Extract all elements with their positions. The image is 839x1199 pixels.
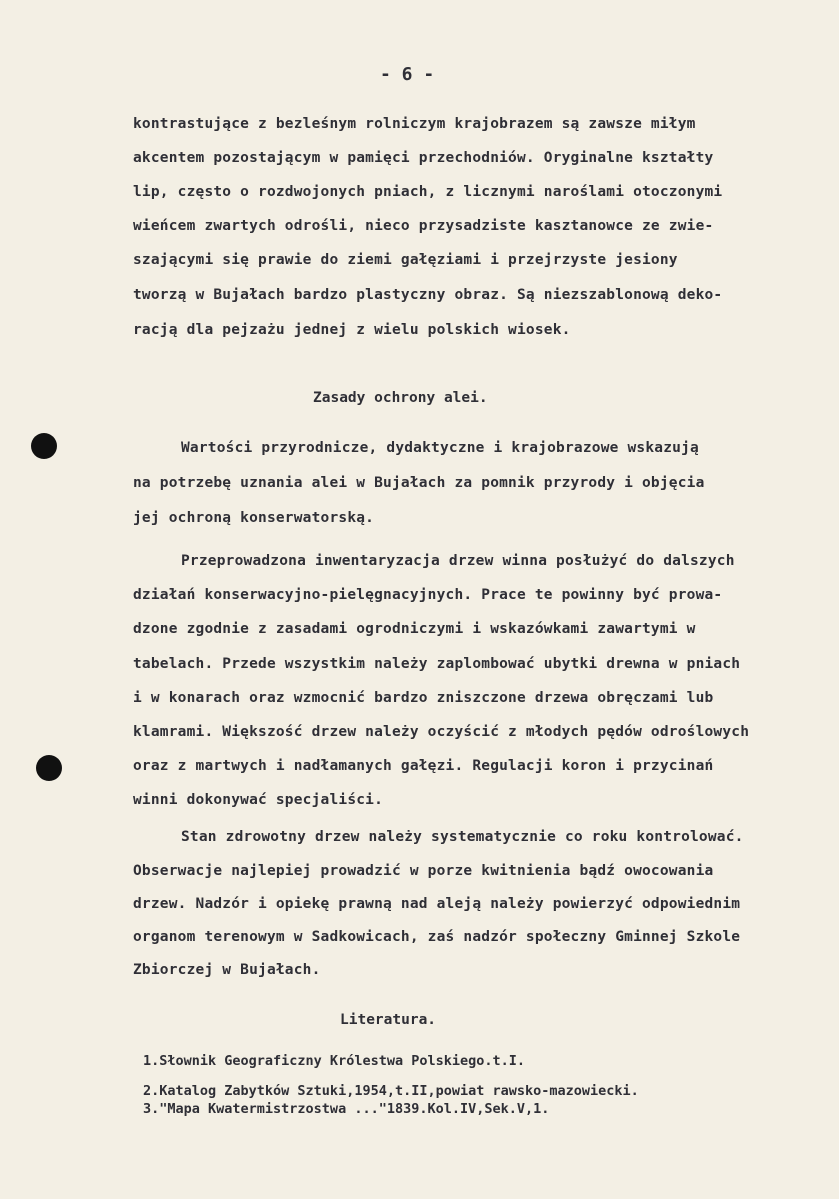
paragraph-3-line: winni dokonywać specjaliści. [133,792,384,808]
literature-item: 3."Mapa Kwatermistrzostwa ..."1839.Kol.IV,Sek.V,1. [143,1101,550,1117]
paragraph-1-line: szającymi się prawie do ziemi gałęziami i przejrzyste jesiony [133,252,678,268]
literature-item: 2.Katalog Zabytków Sztuki,1954,t.II,powiat rawsko-mazowiecki. [143,1083,639,1099]
paragraph-1-line: racją dla pejzażu jednej z wielu polskich wiosek. [133,322,571,338]
paragraph-3-line: i w konarach oraz wzmocnić bardzo zniszczone drzewa obręczami lub [133,690,714,706]
page-number: - 6 - [380,64,435,85]
paragraph-3-line: klamrami. Większość drzew należy oczyścić z młodych pędów odroślowych [133,724,750,740]
section-heading-literature: Literatura. [340,1012,437,1028]
paragraph-2-line: jej ochroną konserwatorską. [133,510,375,526]
paragraph-4-line: Zbiorczej w Bujałach. [133,962,321,978]
section-heading-protection: Zasady ochrony alei. [313,390,488,406]
punch-hole-bottom [36,755,62,781]
punch-hole-top [31,433,57,459]
literature-item: 1.Słownik Geograficzny Królestwa Polskiego.t.I. [143,1053,526,1069]
paragraph-1-line: akcentem pozostającym w pamięci przechodniów. Oryginalne kształty [133,150,714,166]
paragraph-4-line: Stan zdrowotny drzew należy systematycznie co roku kontrolować. [181,829,744,845]
paragraph-3-line: oraz z martwych i nadłamanych gałęzi. Regulacji koron i przycinań [133,758,714,774]
paragraph-2-line: na potrzebę uznania alei w Bujałach za pomnik przyrody i objęcia [133,475,705,491]
paragraph-3-line: dzone zgodnie z zasadami ogrodniczymi i wskazówkami zawartymi w [133,621,696,637]
paragraph-1-line: kontrastujące z bezleśnym rolniczym krajobrazem są zawsze miłym [133,116,696,132]
paragraph-3-line: tabelach. Przede wszystkim należy zaplombować ubytki drewna w pniach [133,656,741,672]
paragraph-1-line: tworzą w Bujałach bardzo plastyczny obraz. Są niezszablonową deko- [133,287,723,303]
paragraph-1-line: lip, często o rozdwojonych pniach, z licznymi naroślami otoczonymi [133,184,723,200]
paragraph-1-line: wieńcem zwartych odrośli, nieco przysadziste kasztanowce ze zwie- [133,218,714,234]
paragraph-3-line: działań konserwacyjno-pielęgnacyjnych. Prace te powinny być prowa- [133,587,723,603]
paragraph-4-line: drzew. Nadzór i opiekę prawną nad aleją należy powierzyć odpowiednim [133,896,741,912]
paragraph-3-line: Przeprowadzona inwentaryzacja drzew winna posłużyć do dalszych [181,553,735,569]
paragraph-4-line: organom terenowym w Sadkowicach, zaś nadzór społeczny Gminnej Szkole [133,929,741,945]
paragraph-4-line: Obserwacje najlepiej prowadzić w porze kwitnienia bądź owocowania [133,863,714,879]
paragraph-2-line: Wartości przyrodnicze, dydaktyczne i krajobrazowe wskazują [181,440,699,456]
